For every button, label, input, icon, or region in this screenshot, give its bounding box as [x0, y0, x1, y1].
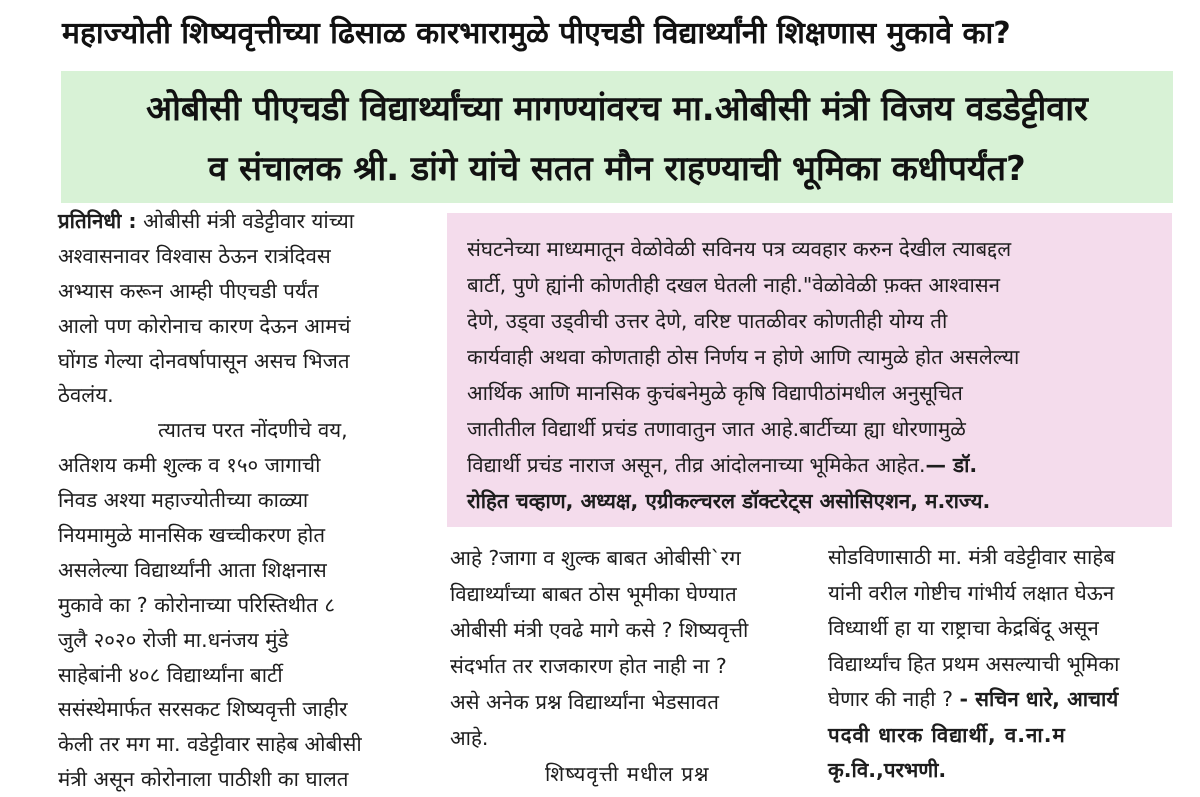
left-column-line: अश्वासनावर विश्वास ठेऊन रात्रंदिवस	[58, 243, 331, 268]
quote-box-line: देणे, उड्वा उड्वीची उत्तर देणे, वरिष्ट पातळीवर कोणतीही योग्य ती	[467, 309, 948, 333]
left-column-line: अभ्यास करून आम्ही पीएचडी पर्यंत	[58, 278, 319, 303]
byline: प्रतिनिधी :	[58, 209, 137, 233]
left-column-line: घोंगड गेल्या दोनवर्षापासून असच भिजत	[58, 348, 350, 373]
right-column	[828, 540, 1178, 789]
quote-attribution: रोहित चव्हाण, अध्यक्ष, एग्रीकल्चरल डॉक्टरेट्स असोसिएशन, म.राज्य.	[467, 489, 991, 513]
left-column-line: केली तर मग मा. वडेट्टीवार साहेब ओबीसी	[58, 732, 362, 757]
left-column-line: नियमामुळे मानसिक खच्चीकरण होत	[58, 523, 326, 548]
left-column-line: साहेबांनी ४०८ विद्यार्थ्यांना बार्टी	[58, 662, 283, 687]
quote-box-line-text: विद्यार्थी प्रचंड नाराज असून, तीव्र आंदोलनाच्या भूमिकेत आहेत.	[467, 453, 926, 477]
left-column-line-1	[58, 204, 436, 239]
right-column-line: यांनी वरील गोष्टीच गांभीर्य लक्षात घेऊन	[828, 580, 1115, 605]
left-column-line: ससंस्थेमार्फत सरसकट शिष्यवृत्ती जाहीर	[58, 697, 348, 722]
right-column-attribution-start: - सचिन धारे, आचार्य	[959, 687, 1119, 711]
quote-attribution-start: — डॉ.	[925, 453, 978, 477]
middle-column-line: संदर्भात तर राजकारण होत नाही ना ?	[450, 654, 727, 678]
middle-column-line: विद्यार्थ्यांच्या बाबत ठोस भूमीका घेण्यात	[450, 582, 737, 606]
left-column-line-1-text: ओबीसी मंत्री वडेट्टीवार यांच्या	[136, 209, 355, 233]
right-column-line	[828, 682, 1178, 718]
quote-box-line: आर्थिक आणि मानसिक कुचंबनेमुळे कृषि विद्यापीठांमधील अनुसूचित	[467, 381, 963, 405]
middle-column-line: आहे ?जागा व शुल्क बाबत ओबीसी`रग	[450, 546, 741, 570]
subheadline-line-1: ओबीसी पीएचडी विद्यार्थ्यांच्या मागण्यांवरच मा.ओबीसी मंत्री विजय वडडेट्टीवार	[146, 89, 1088, 129]
left-column	[58, 204, 436, 797]
right-column-attribution: कृ.वि.,परभणी.	[828, 758, 947, 782]
subheadline-banner	[61, 71, 1173, 203]
right-column-line: विद्यार्थ्यांच हित प्रथम असल्याची भूमिका	[828, 651, 1120, 676]
left-column-line: जुलै २०२० रोजी मा.धनंजय मुंडे	[58, 627, 289, 652]
middle-column-line: ओबीसी मंत्री एवढे मागे कसे ? शिष्यवृत्ती	[450, 618, 749, 642]
headline: महाज्योती शिष्यवृत्तीच्या ढिसाळ कारभारामुळे पीएचडी विद्यार्थ्यांनी शिक्षणास मुकावे का?	[62, 16, 1011, 51]
left-column-paragraph-start: त्यातच परत नोंदणीचे वय,	[158, 418, 348, 443]
middle-column-line: असे अनेक प्रश्न विद्यार्थ्यांना भेडसावत	[450, 690, 719, 714]
left-column-line: निवड अश्या महाज्योतीच्या काळ्या	[58, 488, 309, 513]
right-column-attribution: पदवी धारक विद्यार्थी, व.ना.म	[828, 722, 1066, 747]
left-column-line: ठेवलंय.	[58, 383, 114, 408]
quote-box-line: संघटनेच्या माध्यमातून वेळोवेळी सविनय पत्र व्यवहार करुन देखील त्याबद्दल	[467, 237, 1012, 261]
left-column-line: अतिशय कमी शुल्क व १५० जागाची	[58, 453, 321, 478]
middle-column-line: आहे.	[450, 726, 489, 750]
quote-box-line: कार्यवाही अथवा कोणताही ठोस निर्णय न होणे आणि त्यामुळे होत असलेल्या	[467, 345, 1020, 369]
left-column-line: आलो पण कोरोनाच कारण देऊन आमचं	[58, 313, 351, 338]
middle-column	[450, 540, 788, 792]
quote-box	[447, 213, 1172, 527]
quote-box-line: बार्टी, पुणे ह्यांनी कोणतीही दखल घेतली नाही."वेळोवेळी फ़क्त आश्वासन	[467, 273, 1001, 297]
quote-box-line: जातीतील विद्यार्थी प्रचंड तणावातुन जात आहे.बार्टीच्या ह्या धोरणामुळे	[467, 417, 966, 441]
right-column-line: सोडविणासाठी मा. मंत्री वडेट्टीवार साहेब	[828, 545, 1115, 569]
left-column-line: मुकावे का ? कोरोनाच्या परिस्तिथीत ८	[58, 592, 336, 617]
left-column-line: मंत्री असून कोरोनाला पाठीशी का घालत	[58, 767, 349, 792]
left-column-line: असलेल्या विद्यार्थ्यांनी आता शिक्षनास	[58, 557, 327, 582]
right-column-line-text: घेणार की नाही ?	[828, 687, 960, 711]
quote-box-line	[467, 447, 1172, 483]
subheadline-line-2: व संचालक श्री. डांगे यांचे सतत मौन राहण्याची भूमिका कधीपर्यंत?	[208, 149, 1026, 189]
right-column-line: विध्यार्थी हा या राष्ट्राचा केद्रबिंदू असून	[828, 616, 1099, 640]
middle-column-paragraph-start: शिष्यवृत्ती मधील प्रश्न	[545, 762, 710, 786]
